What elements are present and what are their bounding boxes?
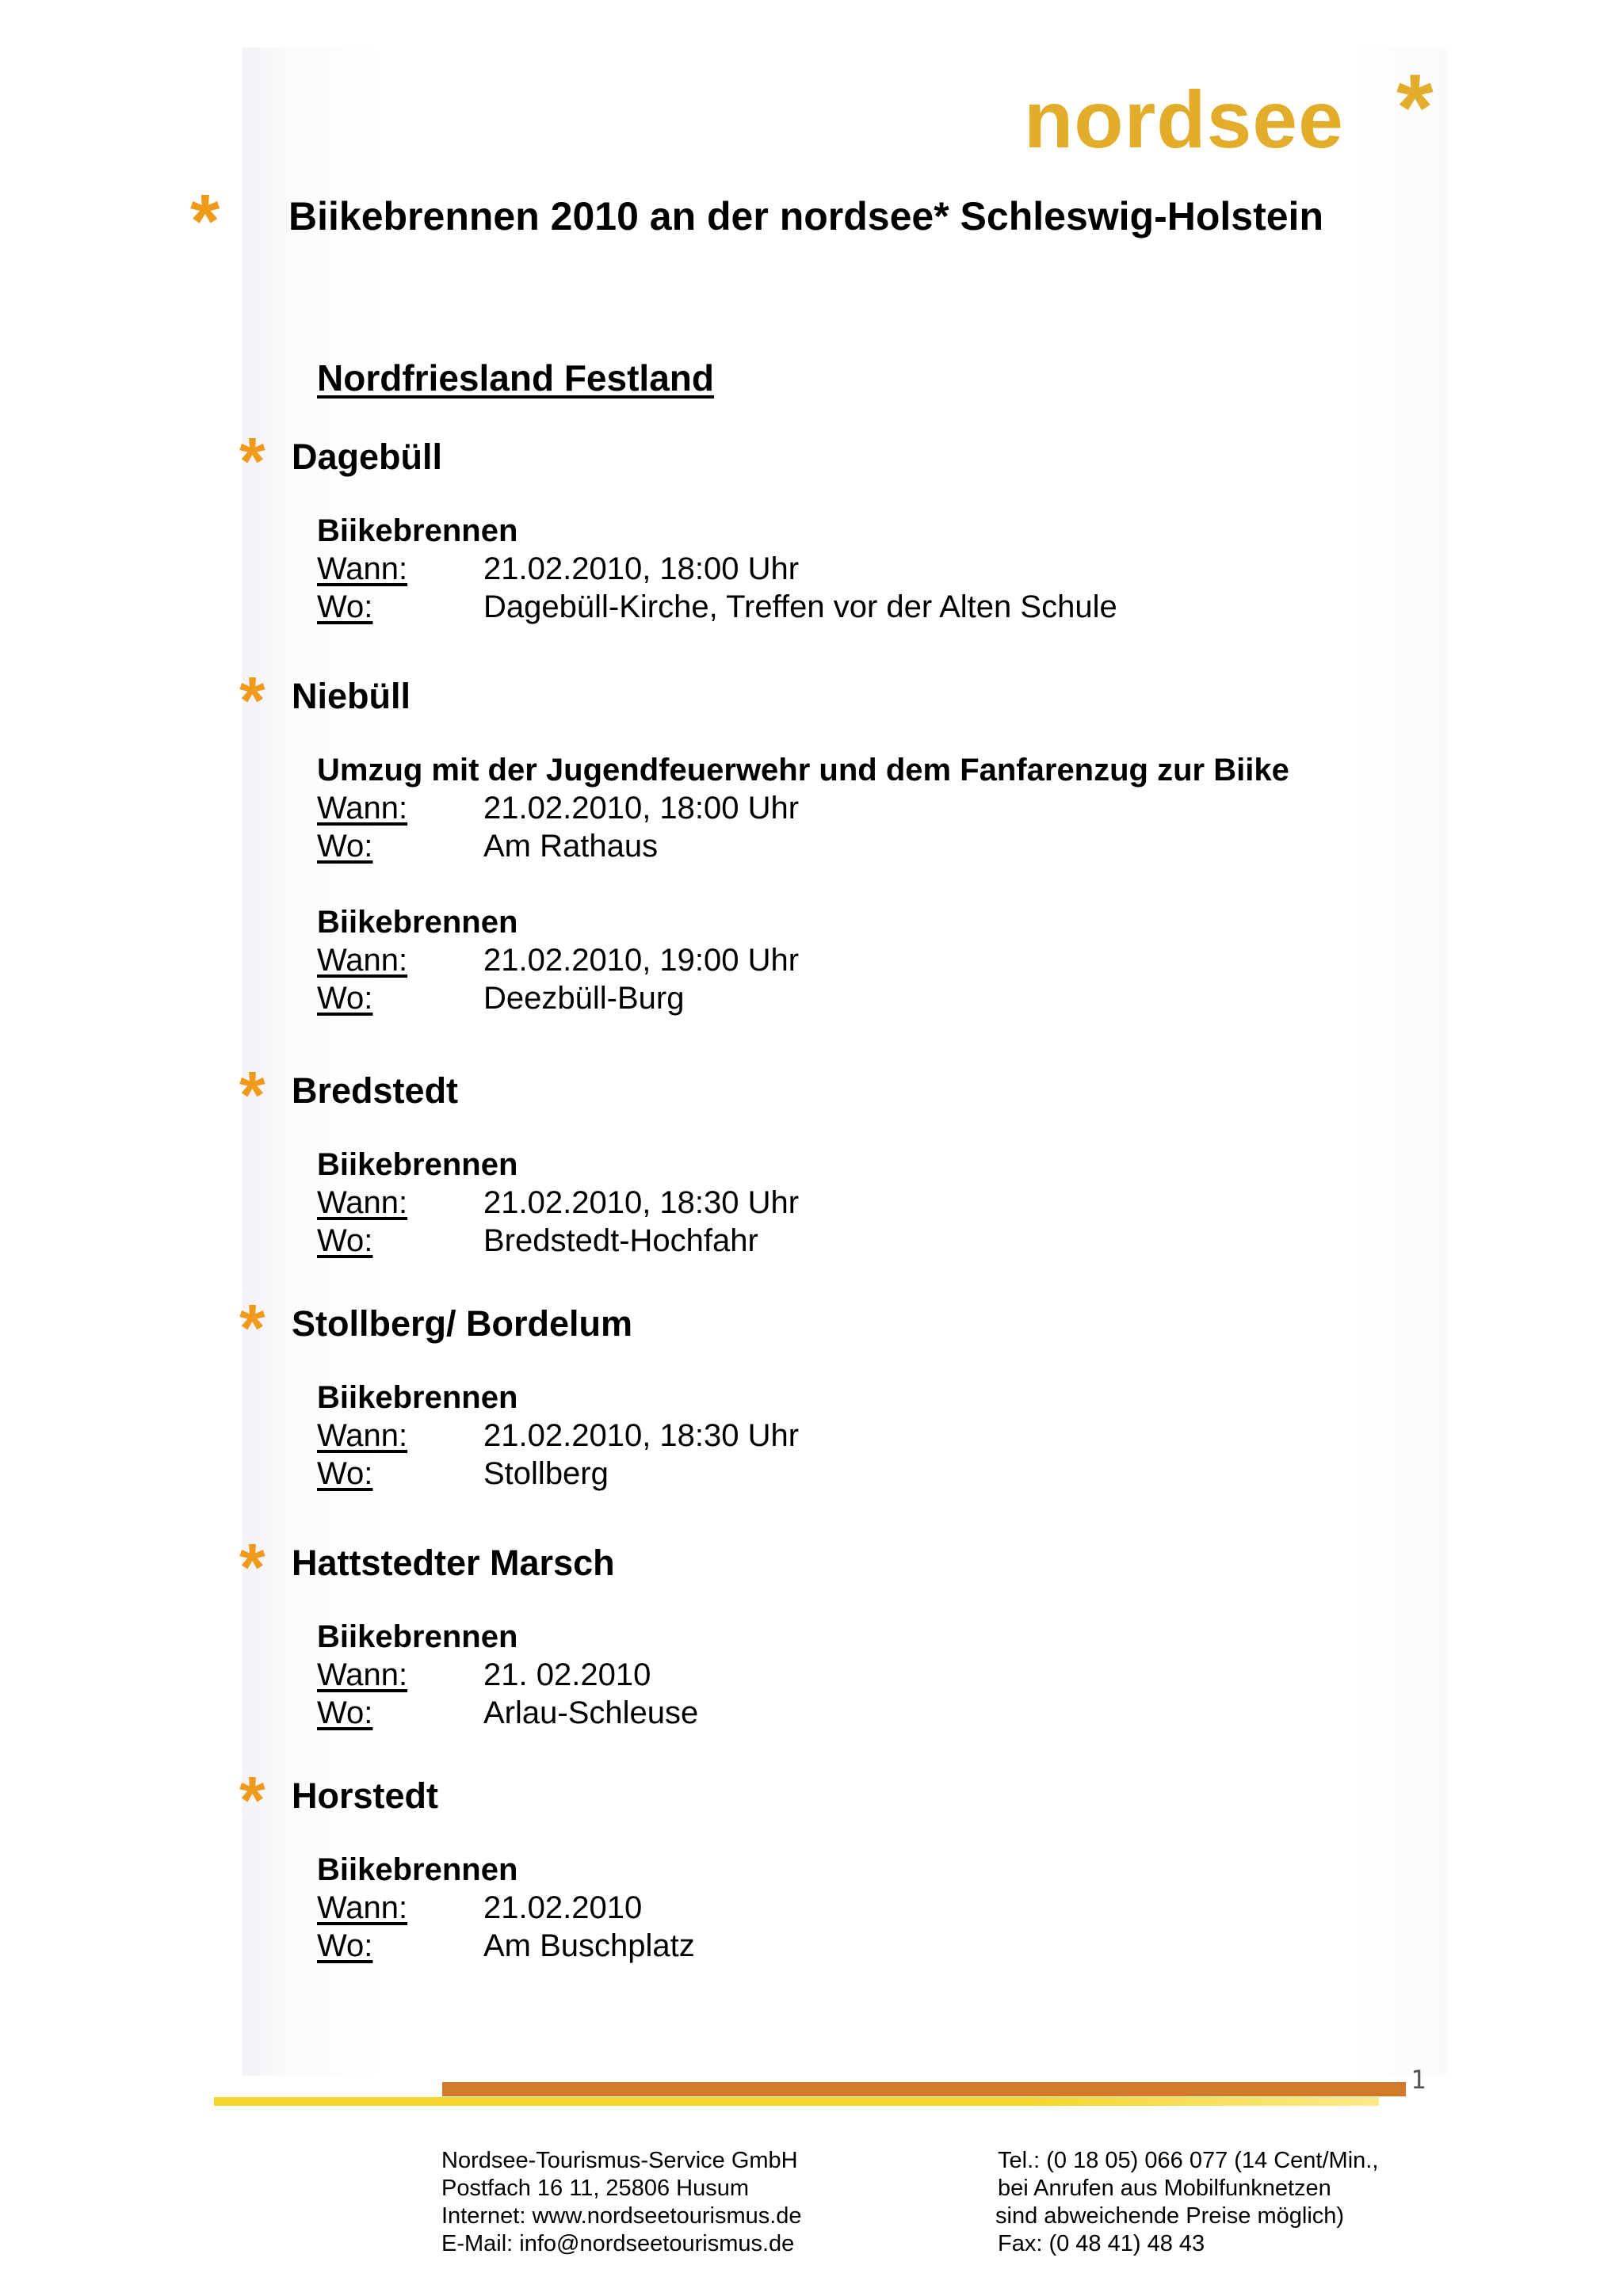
title-star-icon: *	[190, 179, 220, 264]
location-stollberg-bordelum	[239, 1291, 1444, 1493]
event-when-row	[317, 1889, 1444, 1927]
bullet-star-icon: *	[239, 1763, 265, 1837]
bullet-star-icon: *	[239, 424, 265, 498]
when-label: Wann:	[317, 1418, 408, 1453]
location-horstedt	[239, 1763, 1444, 1965]
event-where: Am Rathaus	[483, 829, 659, 864]
event-where: Dagebüll-Kirche, Treffen vor der Alten Schule	[483, 589, 1117, 624]
event-when-row	[317, 1184, 1444, 1222]
footer-website: Internet: www.nordseetourismus.de	[441, 2203, 802, 2229]
where-label: Wo:	[317, 1695, 373, 1730]
event-when-row	[317, 1656, 1444, 1694]
location-header	[239, 1058, 1444, 1132]
where-label: Wo:	[317, 1928, 373, 1963]
section-heading: Nordfriesland Festland	[317, 357, 714, 399]
footer-divider-orange	[442, 2082, 1406, 2096]
location-bredstedt	[239, 1058, 1444, 1260]
page-shading	[242, 48, 1447, 2076]
event-entry	[317, 903, 1444, 1017]
event-where-row	[317, 827, 1444, 865]
document-title: Biikebrennen 2010 an der nordsee* Schleswig-Holstein	[288, 194, 1323, 238]
location-name: Bredstedt	[292, 1070, 459, 1111]
when-label: Wann:	[317, 1185, 408, 1220]
event-title: Biikebrennen	[317, 1147, 518, 1182]
page-number: 1	[1411, 2065, 1426, 2095]
event-when: 21.02.2010, 18:30 Uhr	[483, 1185, 800, 1220]
event-where-row	[317, 1927, 1444, 1965]
location-name: Dagebüll	[292, 437, 443, 477]
event-where-row	[317, 1694, 1444, 1732]
logo-star-icon: *	[1396, 55, 1434, 161]
location-name: Stollberg/ Bordelum	[292, 1303, 633, 1344]
location-header	[239, 1291, 1444, 1365]
event-when-row	[317, 550, 1444, 588]
event-title: Biikebrennen	[317, 1380, 518, 1415]
where-label: Wo:	[317, 829, 373, 864]
when-label: Wann:	[317, 551, 408, 586]
bullet-star-icon: *	[239, 1530, 265, 1604]
location-header	[239, 663, 1444, 738]
footer-postal-address: Postfach 16 11, 25806 Husum	[441, 2176, 749, 2201]
footer-contact-info	[995, 2147, 1378, 2258]
location-name: Niebüll	[292, 676, 411, 716]
event-entry	[317, 751, 1444, 865]
location-hattstedter-marsch	[239, 1530, 1444, 1732]
bullet-star-icon: *	[239, 1291, 265, 1365]
footer-fax: Fax: (0 48 41) 48 43	[998, 2231, 1205, 2256]
event-where: Am Buschplatz	[483, 1928, 695, 1963]
footer-price-note: sind abweichende Preise möglich)	[995, 2203, 1345, 2229]
event-when: 21. 02.2010	[483, 1657, 651, 1692]
where-label: Wo:	[317, 1456, 373, 1491]
footer-divider-yellow	[214, 2097, 1379, 2106]
event-title: Biikebrennen	[317, 513, 518, 548]
where-label: Wo:	[317, 981, 373, 1016]
event-where-row	[317, 1222, 1444, 1260]
event-where-row	[317, 588, 1444, 626]
event-title: Biikebrennen	[317, 1852, 518, 1887]
location-name: Hattstedter Marsch	[292, 1543, 615, 1583]
event-title: Biikebrennen	[317, 1619, 518, 1654]
bullet-star-icon: *	[239, 663, 265, 738]
event-entry	[317, 512, 1444, 626]
where-label: Wo:	[317, 1223, 373, 1258]
event-when-row	[317, 1417, 1444, 1455]
location-header	[239, 1763, 1444, 1837]
footer-company-name: Nordsee-Tourismus-Service GmbH	[441, 2148, 798, 2173]
event-when: 21.02.2010, 18:00 Uhr	[483, 791, 800, 826]
footer-email: E-Mail: info@nordseetourismus.de	[441, 2231, 795, 2256]
location-header	[239, 424, 1444, 498]
event-title: Biikebrennen	[317, 905, 518, 940]
event-entry	[317, 1146, 1444, 1260]
event-when: 21.02.2010	[483, 1890, 643, 1925]
when-label: Wann:	[317, 1890, 408, 1925]
event-where: Arlau-Schleuse	[483, 1695, 699, 1730]
location-header	[239, 1530, 1444, 1604]
footer-company-info	[441, 2147, 802, 2258]
where-label: Wo:	[317, 589, 373, 624]
footer-phone: Tel.: (0 18 05) 066 077 (14 Cent/Min.,	[998, 2148, 1379, 2173]
when-label: Wann:	[317, 791, 408, 826]
event-when: 21.02.2010, 19:00 Uhr	[483, 943, 800, 978]
event-title: Umzug mit der Jugendfeuerwehr und dem Fanfarenzug zur Biike	[317, 753, 1289, 788]
event-when: 21.02.2010, 18:30 Uhr	[483, 1418, 800, 1453]
event-entry	[317, 1851, 1444, 1965]
nordsee-logo: nordsee	[1024, 74, 1344, 165]
event-where-row	[317, 1455, 1444, 1493]
when-label: Wann:	[317, 943, 408, 978]
event-when-row	[317, 789, 1444, 827]
footer-phone-note: bei Anrufen aus Mobilfunknetzen	[998, 2176, 1331, 2201]
when-label: Wann:	[317, 1657, 408, 1692]
location-niebuell	[239, 663, 1444, 1017]
bullet-star-icon: *	[239, 1058, 265, 1132]
event-when-row	[317, 941, 1444, 979]
event-where: Bredstedt-Hochfahr	[483, 1223, 758, 1258]
event-entry	[317, 1618, 1444, 1732]
event-where-row	[317, 979, 1444, 1017]
event-where: Deezbüll-Burg	[483, 981, 685, 1016]
location-dagebuell	[239, 424, 1444, 626]
event-where: Stollberg	[483, 1456, 609, 1491]
location-name: Horstedt	[292, 1775, 439, 1816]
event-entry	[317, 1379, 1444, 1493]
event-when: 21.02.2010, 18:00 Uhr	[483, 551, 800, 586]
